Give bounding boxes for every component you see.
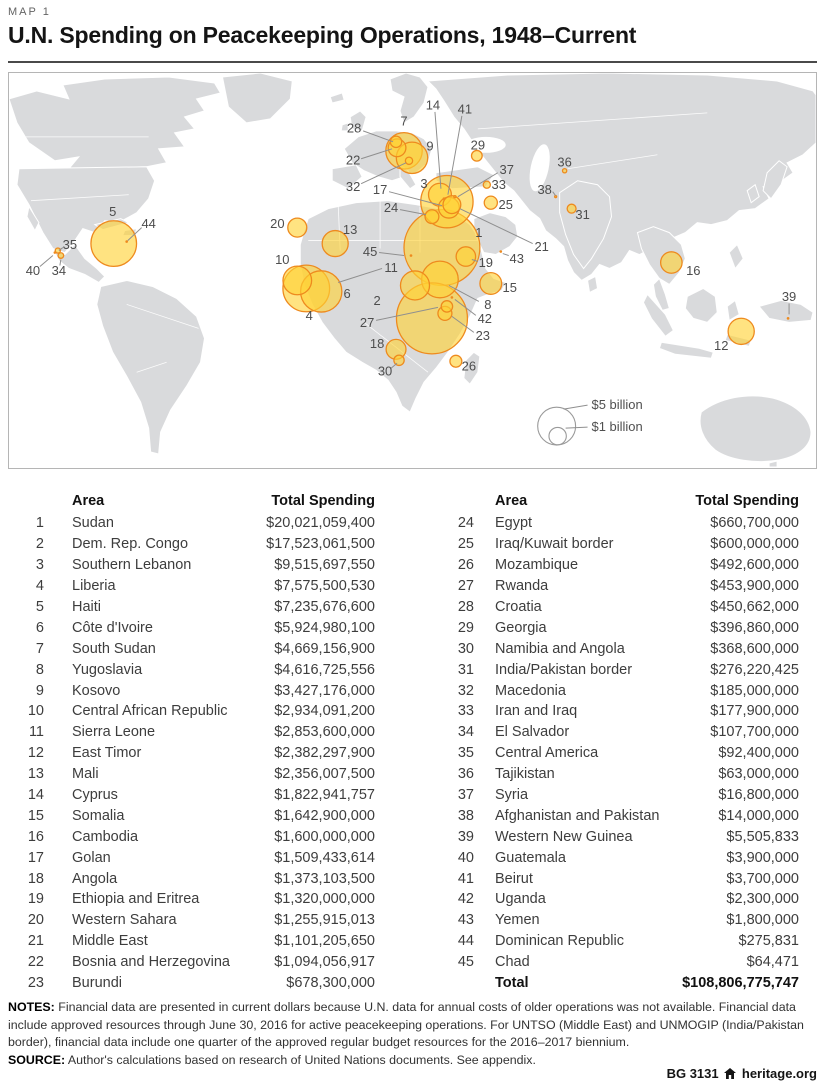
area-cell: Afghanistan and Pakistan: [495, 807, 660, 824]
map-number-label: 30: [377, 363, 393, 379]
map-number-label: 16: [686, 262, 701, 278]
table-row: [8, 597, 375, 618]
spending-cell: $185,000,000: [710, 682, 799, 699]
area-cell: Beirut: [495, 870, 533, 887]
spending-cell: $396,860,000: [710, 619, 799, 636]
spending-bubble: [54, 252, 55, 253]
area-cell: Somalia: [72, 807, 125, 824]
spending-table-left: [8, 489, 375, 993]
map-number-label: 44: [141, 216, 156, 232]
rank-cell: 24: [457, 515, 474, 532]
spending-cell: $2,356,007,500: [274, 766, 375, 783]
legend-small-circle: [549, 427, 566, 444]
table-row: [430, 555, 799, 576]
area-cell: Tajikistan: [495, 766, 555, 783]
map-number-label: 24: [383, 200, 399, 216]
spending-cell: $2,300,000: [726, 891, 799, 908]
rank-cell: 28: [457, 599, 474, 615]
spending-bubble: [483, 181, 490, 188]
spending-cell: $1,800,000: [726, 912, 799, 929]
area-cell: Uganda: [495, 891, 546, 908]
spending-bubble: [484, 196, 497, 209]
spending-cell: $4,616,725,556: [274, 661, 375, 678]
map-number-label: 32: [345, 179, 361, 195]
area-cell: Namibia and Angola: [495, 640, 625, 657]
spending-cell: $5,924,980,100: [274, 619, 375, 636]
spending-cell: $275,831: [738, 933, 799, 950]
table-row: [8, 555, 375, 576]
area-cell: Angola: [72, 870, 118, 887]
table-row: [8, 931, 375, 952]
spending-bubble: [787, 318, 788, 319]
rank-cell: 39: [457, 828, 474, 845]
rank-cell: 22: [27, 954, 44, 971]
table-row: [8, 534, 375, 555]
area-cell: Western Sahara: [72, 912, 177, 929]
spending-bubble: [443, 198, 444, 199]
map-number-label: 4: [305, 307, 313, 323]
map-number-label: 36: [557, 154, 572, 170]
table-header: [430, 489, 799, 513]
area-cell: India/Pakistan border: [495, 661, 633, 678]
map-number-label: 25: [498, 197, 513, 213]
table-row: [8, 973, 375, 994]
map-number-label: 26: [461, 358, 477, 374]
table-row: [430, 805, 799, 826]
rank-cell: 5: [35, 599, 44, 615]
area-cell: Mali: [72, 766, 99, 783]
table-row: [430, 597, 799, 618]
spending-bubble: [425, 210, 439, 224]
area-cell: Chad: [495, 954, 530, 971]
map-number-label: 45: [362, 244, 378, 260]
rank-cell: 18: [27, 870, 44, 887]
spending-cell: $276,220,425: [710, 661, 799, 678]
spending-cell: $64,471: [746, 954, 799, 971]
rank-cell: 16: [27, 828, 44, 845]
area-cell: Yugoslavia: [72, 661, 143, 678]
footer-brand: [8, 1066, 817, 1081]
legend-small-label: $1 billion: [591, 419, 643, 435]
source-text: SOURCE: Author's calculations based on research of United Nations documents. See appendix.: [8, 1052, 536, 1067]
map-number-label: 22: [345, 152, 361, 168]
spending-cell: $5,505,833: [726, 828, 799, 845]
notes-text: NOTES: Financial data are presented in current dollars because U.N. data for annual costs of older operations was not available. Financial data include approved resources through June 30, 2016 for active peacekeeping operations. For UNTSO (Middle East) and UNMOGIP (India/Pakistan border), financial data include one quarter of the approved regular budget resources for the 2016–2017 biennium.: [8, 1000, 804, 1050]
spending-cell: $678,300,000: [286, 975, 375, 992]
area-cell: Iran and Iraq: [495, 703, 578, 720]
doc-id: BG 3131: [666, 1066, 719, 1081]
table-rows-right: [430, 513, 799, 993]
spending-cell: $7,575,500,530: [274, 578, 375, 595]
rank-cell: 30: [457, 640, 474, 657]
area-cell: Rwanda: [495, 578, 549, 595]
spending-cell: $453,900,000: [710, 578, 799, 595]
table-row: [430, 513, 799, 534]
table-row: [8, 847, 375, 868]
area-cell: Sierra Leone: [72, 724, 156, 741]
source-label: SOURCE:: [8, 1052, 66, 1067]
page-title: U.N. Spending on Peacekeeping Operations, 1948–Current: [8, 22, 637, 48]
map-number-label: 10: [275, 252, 290, 268]
map-number-label: 5: [109, 204, 117, 220]
spending-bubble: [443, 196, 461, 214]
table-row: [430, 931, 799, 952]
rank-cell: 33: [457, 703, 474, 720]
area-header: Area: [72, 493, 105, 509]
spending-bubble: [480, 273, 502, 295]
spending-bubble: [394, 355, 404, 365]
notes-block: [8, 999, 817, 1069]
table-row: [430, 889, 799, 910]
spending-bubble: [400, 271, 429, 300]
table-row: [8, 513, 375, 534]
rank-cell: 23: [27, 975, 44, 992]
table-row: [8, 722, 375, 743]
map-number-label: 17: [372, 182, 388, 198]
map-number-label: 27: [359, 314, 375, 330]
table-row: [430, 701, 799, 722]
rank-cell: 44: [457, 933, 474, 950]
rank-cell: 34: [457, 724, 474, 741]
map-number-label: 43: [509, 251, 524, 267]
area-cell: Southern Lebanon: [72, 557, 192, 574]
spending-cell: $108,806,775,747: [682, 975, 799, 992]
spending-bubble: [410, 255, 411, 256]
map-number-label: 2: [373, 292, 381, 308]
map-number-label: 29: [470, 137, 486, 153]
table-row: [8, 701, 375, 722]
map-number-label: 20: [270, 216, 285, 232]
area-cell: East Timor: [72, 745, 142, 762]
table-row: [8, 805, 375, 826]
rank-cell: 25: [457, 536, 474, 553]
map-number-label: 19: [478, 255, 494, 271]
area-cell: Mozambique: [495, 557, 579, 574]
table-row: [430, 826, 799, 847]
map-number-label: 9: [426, 138, 434, 154]
rank-cell: 20: [27, 912, 44, 929]
spending-cell: $492,600,000: [710, 557, 799, 574]
map-number-label: 12: [714, 337, 729, 353]
map-number-label: 13: [342, 222, 358, 238]
rank-cell: 1: [35, 515, 44, 532]
spending-cell: $2,382,297,900: [274, 745, 375, 762]
area-cell: South Sudan: [72, 640, 156, 657]
area-cell: El Salvador: [495, 724, 570, 741]
table-row: [8, 826, 375, 847]
area-cell: Bosnia and Herzegovina: [72, 954, 230, 971]
rank-cell: 27: [457, 578, 474, 595]
map-number-label: 14: [425, 97, 441, 113]
table-row: [430, 847, 799, 868]
spending-cell: $660,700,000: [710, 515, 799, 532]
map-number-label: 31: [575, 207, 590, 223]
spending-cell: $368,600,000: [710, 640, 799, 657]
rank-cell: 40: [457, 849, 474, 866]
spending-cell: $1,094,056,917: [274, 954, 375, 971]
rank-cell: 15: [27, 807, 44, 824]
map-number-label: 41: [457, 101, 473, 117]
spending-cell: $14,000,000: [718, 807, 799, 824]
map-number-label: 7: [400, 113, 408, 129]
spending-cell: $4,669,156,900: [274, 640, 375, 657]
rank-cell: 4: [35, 578, 44, 595]
area-cell: Central America: [495, 745, 599, 762]
area-cell: Cyprus: [72, 787, 118, 804]
table-row: [8, 952, 375, 973]
table-row: [430, 910, 799, 931]
area-cell: Ethiopia and Eritrea: [72, 891, 200, 908]
rank-cell: 11: [28, 724, 44, 741]
rank-cell: 3: [35, 557, 44, 574]
table-row: [8, 743, 375, 764]
spending-cell: $1,255,915,013: [274, 912, 375, 929]
spending-cell: $3,900,000: [726, 849, 799, 866]
map-number-label: 42: [477, 310, 493, 326]
map-number-label: 8: [484, 296, 492, 312]
map-number-label: 3: [420, 176, 428, 192]
table-row: [8, 617, 375, 638]
world-map: [8, 72, 817, 469]
map-number-label: 23: [475, 327, 491, 343]
spending-header: Total Spending: [695, 493, 799, 509]
area-cell: Iraq/Kuwait border: [495, 536, 614, 553]
site-link[interactable]: heritage.org: [741, 1066, 817, 1081]
rank-cell: 32: [457, 682, 474, 699]
map-number-label: 34: [51, 262, 67, 278]
area-cell: Dem. Rep. Congo: [72, 536, 189, 553]
spending-cell: $1,822,941,757: [274, 787, 375, 804]
area-cell: Burundi: [72, 975, 122, 992]
rank-cell: 8: [35, 661, 44, 678]
map-number-label: 38: [537, 182, 552, 198]
table-row: [430, 785, 799, 806]
area-header: Area: [495, 493, 528, 509]
map-number-label: 21: [534, 239, 549, 255]
rank-cell: 41: [457, 870, 474, 887]
table-row: [430, 952, 799, 973]
spending-table-right: [430, 489, 799, 993]
table-row: [8, 764, 375, 785]
area-cell: Middle East: [72, 933, 148, 950]
rank-cell: 6: [35, 619, 44, 636]
spending-cell: $1,600,000,000: [274, 828, 375, 845]
table-row: [8, 659, 375, 680]
spending-cell: $1,509,433,614: [274, 849, 375, 866]
map-number-label: 6: [343, 285, 351, 301]
spending-cell: $1,320,000,000: [274, 891, 375, 908]
area-cell: Haiti: [72, 599, 102, 615]
spending-cell: $3,427,176,000: [274, 682, 375, 699]
spending-bubble: [728, 318, 754, 344]
map-number-label: 28: [346, 120, 362, 136]
rank-cell: 36: [457, 766, 474, 783]
rank-cell: 35: [457, 745, 474, 762]
area-cell: Dominican Republic: [495, 933, 624, 950]
table-row: [430, 659, 799, 680]
spending-bubble: [126, 241, 127, 242]
rank-cell: 10: [27, 703, 44, 720]
spending-cell: $92,400,000: [718, 745, 799, 762]
area-cell: Total: [495, 975, 529, 992]
rank-cell: 2: [35, 536, 44, 553]
table-row: [8, 785, 375, 806]
rank-cell: 13: [27, 766, 44, 783]
spending-cell: $600,000,000: [710, 536, 799, 553]
rank-cell: 12: [27, 745, 44, 762]
map-number-label: 37: [499, 162, 514, 178]
map-number-label: 35: [62, 237, 78, 253]
rank-cell: 21: [27, 933, 44, 950]
legend-large-circle: [538, 407, 576, 445]
rank-cell: 17: [27, 849, 44, 866]
size-legend: [538, 397, 643, 445]
spending-cell: $2,934,091,200: [274, 703, 375, 720]
house-icon: [724, 1068, 736, 1079]
rank-cell: 7: [35, 640, 44, 657]
table-row: [8, 910, 375, 931]
area-cell: Georgia: [495, 619, 547, 636]
table-row: [8, 638, 375, 659]
spending-cell: $1,373,103,500: [274, 870, 375, 887]
table-row: [430, 638, 799, 659]
area-cell: Egypt: [495, 515, 533, 532]
spending-cell: $2,853,600,000: [274, 724, 375, 741]
spending-cell: $107,700,000: [710, 724, 799, 741]
table-row: [8, 680, 375, 701]
area-cell: Côte d'Ivoire: [72, 619, 153, 636]
spending-bubble: [451, 297, 452, 298]
spending-bubble: [450, 355, 462, 367]
spending-bubble: [555, 196, 557, 198]
table-row: [8, 576, 375, 597]
spending-bubble: [283, 266, 312, 295]
spending-cell: $7,235,676,600: [274, 599, 375, 615]
map-number-label: 39: [781, 288, 797, 304]
spending-cell: $1,642,900,000: [274, 807, 375, 824]
table-rows-left: [8, 513, 375, 993]
spending-bubble: [661, 252, 682, 273]
legend-large-label: $5 billion: [591, 397, 643, 413]
spending-cell: $20,021,059,400: [266, 515, 375, 532]
table-header: [8, 489, 375, 513]
table-row: [430, 868, 799, 889]
rank-cell: 38: [457, 807, 474, 824]
rank-cell: 29: [457, 619, 474, 636]
area-cell: Yemen: [495, 912, 540, 929]
area-cell: Sudan: [72, 515, 114, 532]
rank-cell: 43: [457, 912, 474, 929]
spending-bubble: [405, 157, 412, 164]
table-row: [430, 576, 799, 597]
area-cell: Cambodia: [72, 828, 139, 845]
spending-cell: $1,101,205,650: [274, 933, 375, 950]
rank-cell: 37: [457, 787, 474, 804]
leader-line: [503, 254, 509, 256]
rank-cell: 45: [457, 954, 474, 971]
spending-cell: $3,700,000: [726, 870, 799, 887]
table-row: [430, 534, 799, 555]
area-cell: Central African Republic: [72, 703, 228, 720]
spending-bubble: [441, 301, 452, 312]
area-cell: Kosovo: [72, 682, 121, 699]
spending-cell: $177,900,000: [710, 703, 799, 720]
area-cell: Croatia: [495, 599, 542, 615]
spending-bubble: [91, 221, 137, 267]
rank-cell: 31: [457, 661, 474, 678]
table-row: [430, 973, 799, 994]
spending-cell: $63,000,000: [718, 766, 799, 783]
rank-cell: 9: [35, 682, 44, 699]
spending-bubble: [288, 218, 307, 237]
area-cell: Liberia: [72, 578, 116, 595]
table-row: [430, 764, 799, 785]
map-number-label: 40: [25, 262, 41, 278]
table-row: [430, 743, 799, 764]
spending-bubble: [454, 196, 456, 198]
rank-cell: 26: [457, 557, 474, 574]
notes-label: NOTES:: [8, 1000, 55, 1014]
table-row: [430, 722, 799, 743]
area-cell: Syria: [495, 787, 529, 804]
table-row: [430, 617, 799, 638]
map-kicker: MAP 1: [8, 6, 51, 18]
spending-cell: $450,662,000: [710, 599, 799, 615]
map-number-label: 33: [491, 177, 506, 193]
area-cell: Guatemala: [495, 849, 566, 866]
rank-cell: 19: [27, 891, 44, 908]
rank-cell: 14: [27, 787, 44, 804]
table-row: [8, 889, 375, 910]
area-cell: Golan: [72, 849, 111, 866]
spending-cell: $17,523,061,500: [266, 536, 375, 553]
map-number-label: 15: [502, 279, 517, 295]
map-number-label: 11: [384, 259, 398, 275]
table-row: [430, 680, 799, 701]
spending-bubble: [500, 251, 501, 252]
area-cell: Western New Guinea: [495, 828, 633, 845]
spending-cell: $16,800,000: [718, 787, 799, 804]
spending-cell: $9,515,697,550: [274, 557, 375, 574]
map-number-label: 18: [369, 335, 385, 351]
spending-header: Total Spending: [271, 493, 375, 509]
title-divider: [8, 61, 817, 63]
table-row: [8, 868, 375, 889]
map-number-label: 1: [475, 225, 483, 241]
spending-bubble: [456, 247, 475, 266]
area-cell: Macedonia: [495, 682, 566, 699]
rank-cell: 42: [457, 891, 474, 908]
